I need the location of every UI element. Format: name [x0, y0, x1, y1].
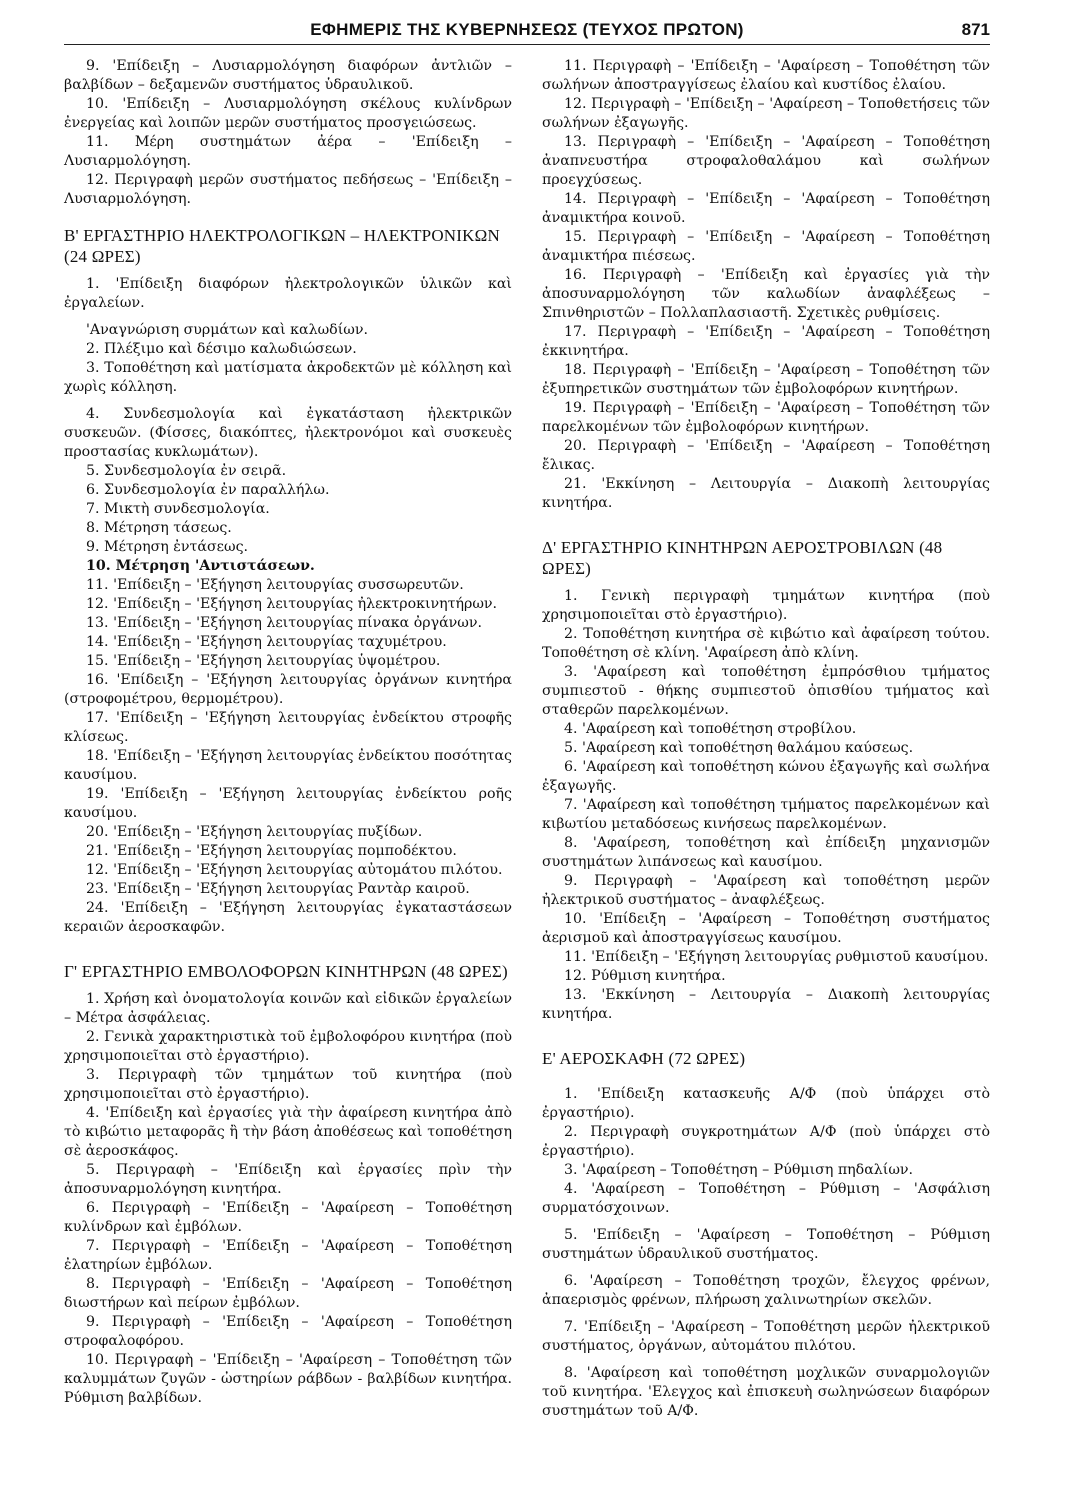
list-item: 7. Περιγραφὴ – 'Επίδειξη – 'Αφαίρεση – Τοποθέτηση ἐλατηρίων ἐμβόλων.: [64, 1238, 512, 1273]
list-item: 7. 'Επίδειξη – 'Αφαίρεση – Τοποθέτηση μερῶν ἠλεκτρικοῦ συστήματος, ὀργάνων, αὐτομάτου πιλότου.: [542, 1319, 990, 1354]
list-item: 10. Περιγραφὴ – 'Επίδειξη – 'Αφαίρεση – Τοποθέτηση τῶν καλυμμάτων ζυγῶν - ὠστηρίων ράβδων - βαλβίδων κινητήρα. Ρύθμιση βαλβίδων.: [64, 1352, 512, 1406]
list-item: 8. 'Αφαίρεση καὶ τοποθέτηση μοχλικῶν συναρμολογιῶν τοῦ κινητήρα. 'Ελεγχος καὶ ἐπισκευὴ σωληνώσεων διαφόρων συστημάτων τοῦ Α/Φ.: [542, 1365, 990, 1419]
list-item: 23. 'Επίδειξη – 'Εξήγηση λειτουργίας Ραντὰρ καιροῦ.: [86, 881, 470, 897]
list-item: 'Αναγνώριση συρμάτων καὶ καλωδίων.: [86, 322, 368, 338]
list-item: 3. Περιγραφὴ τῶν τμημάτων τοῦ κινητήρα (ποὺ χρησιμοποιεῖται στὸ ἐργαστήριο).: [64, 1067, 512, 1102]
list-item: 11. Περιγραφὴ – 'Επίδειξη – 'Αφαίρεση – Τοποθέτηση τῶν σωλήνων ἀποστραγγίσεως ἐλαίου καὶ κυστίδος ἐλαίου.: [542, 58, 990, 93]
list-item: 18. Περιγραφὴ – 'Επίδειξη – 'Αφαίρεση – Τοποθέτηση τῶν ἐξυπηρετικῶν συστημάτων τῶν ἐμβολοφόρων κινητήρων.: [542, 362, 990, 397]
list-item: 5. Περιγραφὴ – 'Επίδειξη καὶ ἐργασίες πρὶν τὴν ἀποσυναρμολόγηση κινητήρα.: [64, 1162, 512, 1197]
list-item: 12. Ρύθμιση κινητήρα.: [564, 968, 726, 984]
list-item: 13. Περιγραφὴ – 'Επίδειξη – 'Αφαίρεση – Τοποθέτηση ἀναπνευστήρα στροφαλοθαλάμου καὶ σωλήνων προεγχύσεως.: [542, 134, 990, 188]
section-heading-d: Δ' ΕΡΓΑΣΤΗΡΙΟ ΚΙΝΗΤΗΡΩΝ ΑΕΡΟΣΤΡΟΒΙΛΩΝ (48 ΩΡΕΣ): [542, 538, 943, 578]
list-item: 10. Μέτρηση 'Αντιστάσεων.: [86, 558, 315, 574]
list-item: 21. 'Εκκίνηση – Λειτουργία – Διακοπὴ λειτουργίας κινητήρα.: [542, 476, 990, 511]
list-item: 12. 'Επίδειξη – 'Εξήγηση λειτουργίας αὐτομάτου πιλότου.: [86, 862, 503, 878]
list-item: 21. 'Επίδειξη – 'Εξήγηση λειτουργίας πομποδέκτου.: [86, 843, 457, 859]
list-item: 11. 'Επίδειξη – 'Εξήγηση λειτουργίας συσσωρευτῶν.: [86, 577, 464, 593]
paragraph: 10. 'Επίδειξη – Λυσιαρμολόγηση σκέλους κυλίνδρων ἐνεργείας καὶ λοιπῶν μερῶν συστήματος προσγειώσεως.: [64, 96, 512, 131]
list-item: 17. Περιγραφὴ – 'Επίδειξη – 'Αφαίρεση – Τοποθέτηση ἐκκινητήρα.: [542, 324, 990, 359]
list-item: 8. Μέτρηση τάσεως.: [86, 520, 232, 536]
list-item: 15. Περιγραφὴ – 'Επίδειξη – 'Αφαίρεση – Τοποθέτηση ἀναμικτήρα πιέσεως.: [542, 229, 990, 264]
page-number: 871: [961, 20, 990, 39]
list-item: 6. Περιγραφὴ – 'Επίδειξη – 'Αφαίρεση – Τοποθέτηση κυλίνδρων καὶ ἐμβόλων.: [64, 1200, 512, 1235]
list-item: 13. 'Επίδειξη – 'Εξήγηση λειτουργίας πίνακα ὀργάνων.: [86, 615, 483, 631]
section-heading-c: Γ' ΕΡΓΑΣΤΗΡΙΟ ΕΜΒΟΛΟΦΟΡΩΝ ΚΙΝΗΤΗΡΩΝ (48 ΩΡΕΣ): [64, 962, 508, 981]
list-item: 18. 'Επίδειξη – 'Εξήγηση λειτουργίας ἐνδείκτου ποσότητας καυσίμου.: [64, 748, 512, 783]
list-item: 2. Γενικὰ χαρακτηριστικὰ τοῦ ἐμβολοφόρου κινητήρα (ποὺ χρησιμοποιεῖται στὸ ἐργαστήριο).: [64, 1029, 512, 1064]
list-item: 20. Περιγραφὴ – 'Επίδειξη – 'Αφαίρεση – Τοποθέτηση ἔλικας.: [542, 438, 990, 473]
list-item: 7. Μικτὴ συνδεσμολογία.: [86, 501, 270, 517]
list-item: 1. Χρήση καὶ ὀνοματολογία κοινῶν καὶ εἰδικῶν ἐργαλείων – Μέτρα ἀσφάλειας.: [64, 991, 512, 1026]
left-column: [64, 57, 512, 1421]
list-item: 9. Μέτρηση ἐντάσεως.: [86, 539, 249, 555]
list-item: 1. Γενικὴ περιγραφὴ τμημάτων κινητήρα (ποὺ χρησιμοποιεῖται στὸ ἐργαστήριο).: [542, 588, 990, 623]
two-column-body: [64, 57, 990, 1421]
list-item: 4. Συνδεσμολογία καὶ ἐγκατάσταση ἠλεκτρικῶν συσκευῶν. (Φίσσες, διακόπτες, ἠλεκτρονόμοι καὶ συσκευὲς προστασίας κυκλωμάτων).: [64, 406, 512, 460]
list-item: 8. Περιγραφὴ – 'Επίδειξη – 'Αφαίρεση – Τοποθέτηση διωστήρων καὶ πείρων ἐμβόλων.: [64, 1276, 512, 1311]
list-item: 19. Περιγραφὴ – 'Επίδειξη – 'Αφαίρεση – Τοποθέτηση τῶν παρελκομένων τῶν ἐμβολοφόρων κινητήρων.: [542, 400, 990, 435]
section-heading-b: Β' ΕΡΓΑΣΤΗΡΙΟ ΗΛΕΚΤΡΟΛΟΓΙΚΩΝ – ΗΛΕΚΤΡΟΝΙΚΩΝ (24 ΩΡΕΣ): [64, 226, 500, 266]
list-item: 5. Συνδεσμολογία ἐν σειρᾶ.: [86, 463, 287, 479]
list-item: 3. 'Αφαίρεση καὶ τοποθέτηση ἐμπρόσθιου τμήματος συμπιεστοῦ - θήκης συμπιεστοῦ ὀπισθίου τμήματος καὶ σταθερῶν παρελκομένων.: [542, 664, 990, 718]
list-item: 14. 'Επίδειξη – 'Εξήγηση λειτουργίας ταχυμέτρου.: [86, 634, 447, 650]
list-item: 3. Τοποθέτηση καὶ ματίσματα ἀκροδεκτῶν μὲ κόλληση καὶ χωρὶς κόλληση.: [64, 360, 512, 395]
header-title: ΕΦΗΜΕΡΙΣ ΤΗΣ ΚΥΒΕΡΝΗΣΕΩΣ (ΤΕΥΧΟΣ ΠΡΩΤΟΝ): [310, 20, 744, 39]
paragraph: 12. Περιγραφὴ μερῶν συστήματος πεδήσεως – 'Επίδειξη – Λυσιαρμολόγηση.: [64, 172, 512, 207]
page-header: [64, 16, 990, 45]
list-item: 7. 'Αφαίρεση καὶ τοποθέτηση τμήματος παρελκομένων καὶ κιβωτίου μεταδόσεως κινήσεως παρελκομένων.: [542, 797, 990, 832]
list-item: 13. 'Εκκίνηση – Λειτουργία – Διακοπὴ λειτουργίας κινητήρα.: [542, 987, 990, 1022]
list-item: 5. 'Αφαίρεση καὶ τοποθέτηση θαλάμου καύσεως.: [564, 740, 914, 756]
list-item: 15. 'Επίδειξη – 'Εξήγηση λειτουργίας ὑψομέτρου.: [86, 653, 441, 669]
list-item: 14. Περιγραφὴ – 'Επίδειξη – 'Αφαίρεση – Τοποθέτηση ἀναμικτήρα κοινοῦ.: [542, 191, 990, 226]
list-item: 6. 'Αφαίρεση καὶ τοποθέτηση κώνου ἐξαγωγῆς καὶ σωλήνα ἐξαγωγῆς.: [542, 759, 990, 794]
list-item: 10. 'Επίδειξη – 'Αφαίρεση – Τοποθέτηση συστήματος ἀερισμοῦ καὶ ἀποστραγγίσεως καυσίμου.: [542, 911, 990, 946]
section-heading-e: Ε' ΑΕΡΟΣΚΑΦΗ (72 ΩΡΕΣ): [542, 1049, 746, 1068]
list-item: 6. Συνδεσμολογία ἐν παραλλήλω.: [86, 482, 330, 498]
list-item: 4. 'Αφαίρεση καὶ τοποθέτηση στροβίλου.: [564, 721, 857, 737]
list-item: 12. Περιγραφὴ – 'Επίδειξη – 'Αφαίρεση – Τοποθετήσεις τῶν σωλήνων ἐξαγωγῆς.: [542, 96, 990, 131]
list-item: 2. Περιγραφὴ συγκροτημάτων Α/Φ (ποὺ ὑπάρχει στὸ ἐργαστήριο).: [542, 1124, 990, 1159]
list-item: 9. Περιγραφὴ – 'Επίδειξη – 'Αφαίρεση – Τοποθέτηση στροφαλοφόρου.: [64, 1314, 512, 1349]
list-item: 2. Τοποθέτηση κινητήρα σὲ κιβώτιο καὶ ἀφαίρεση τούτου. Τοποθέτηση σὲ κλίνη. 'Αφαίρεση ἀπὸ κλίνη.: [542, 626, 990, 661]
list-item: 3. 'Αφαίρεση – Τοποθέτηση – Ρύθμιση πηδαλίων.: [564, 1162, 914, 1178]
list-item: 2. Πλέξιμο καὶ δέσιμο καλωδιώσεων.: [86, 341, 357, 357]
list-item: 20. 'Επίδειξη – 'Εξήγηση λειτουργίας πυξίδων.: [86, 824, 423, 840]
list-item: 11. 'Επίδειξη – 'Εξήγηση λειτουργίας ρυθμιστοῦ καυσίμου.: [564, 949, 989, 965]
list-item: 12. 'Επίδειξη – 'Εξήγηση λειτουργίας ἠλεκτροκινητήρων.: [86, 596, 498, 612]
list-item: 24. 'Επίδειξη – 'Εξήγηση λειτουργίας ἐγκαταστάσεων κεραιῶν ἀεροσκαφῶν.: [64, 900, 512, 935]
list-item: 16. Περιγραφὴ – 'Επίδειξη καὶ ἐργασίες γιὰ τὴν ἀποσυναρμολόγηση τῶν καλωδίων ἀναφλέξεως – Σπινθηριστῶν – Πολλαπλασιαστῆ. Σχετικὲς ρυθμίσεις.: [542, 267, 990, 321]
list-item: 6. 'Αφαίρεση – Τοποθέτηση τροχῶν, ἔλεγχος φρένων, ἀπαερισμὸς φρένων, πλήρωση χαλινωτηρίων σκελῶν.: [542, 1273, 990, 1308]
list-item: 5. 'Επίδειξη – 'Αφαίρεση – Τοποθέτηση – Ρύθμιση συστημάτων ὑδραυλικοῦ συστήματος.: [542, 1227, 990, 1262]
list-item: 4. 'Επίδειξη καὶ ἐργασίες γιὰ τὴν ἀφαίρεση κινητήρα ἀπὸ τὸ κιβώτιο μεταφορᾶς ἢ τὴν βάση ἀποθέσεως καὶ τοποθέτηση σὲ ἀεροσκάφος.: [64, 1105, 512, 1159]
list-item: 16. 'Επίδειξη – 'Εξήγηση λειτουργίας ὀργάνων κινητήρα (στροφομέτρου, θερμομέτρου).: [64, 672, 512, 707]
list-item: 1. 'Επίδειξη κατασκευῆς Α/Φ (ποὺ ὑπάρχει στὸ ἐργαστήριο).: [542, 1086, 990, 1121]
list-item: 4. 'Αφαίρεση – Τοποθέτηση – Ρύθμιση – 'Ασφάλιση συρματόσχοινων.: [542, 1181, 990, 1216]
list-item: 9. Περιγραφὴ – 'Αφαίρεση καὶ τοποθέτηση μερῶν ἠλεκτρικοῦ συστήματος – ἀναφλέξεως.: [542, 873, 990, 908]
paragraph: 9. 'Επίδειξη – Λυσιαρμολόγηση διαφόρων ἀντλιῶν – βαλβίδων – δεξαμενῶν συστήματος ὑδραυλικοῦ.: [64, 58, 512, 93]
list-item: 19. 'Επίδειξη – 'Εξήγηση λειτουργίας ἐνδείκτου ροῆς καυσίμου.: [64, 786, 512, 821]
right-column: [542, 57, 990, 1421]
list-item: 1. 'Επίδειξη διαφόρων ἠλεκτρολογικῶν ὑλικῶν καὶ ἐργαλείων.: [64, 276, 512, 311]
list-item: 17. 'Επίδειξη – 'Εξήγηση λειτουργίας ἐνδείκτου στροφῆς κλίσεως.: [64, 710, 512, 745]
list-item: 8. 'Αφαίρεση, τοποθέτηση καὶ ἐπίδειξη μηχανισμῶν συστημάτων λιπάνσεως καὶ καυσίμου.: [542, 835, 990, 870]
paragraph: 11. Μέρη συστημάτων ἀέρα – 'Επίδειξη – Λυσιαρμολόγηση.: [64, 134, 512, 169]
